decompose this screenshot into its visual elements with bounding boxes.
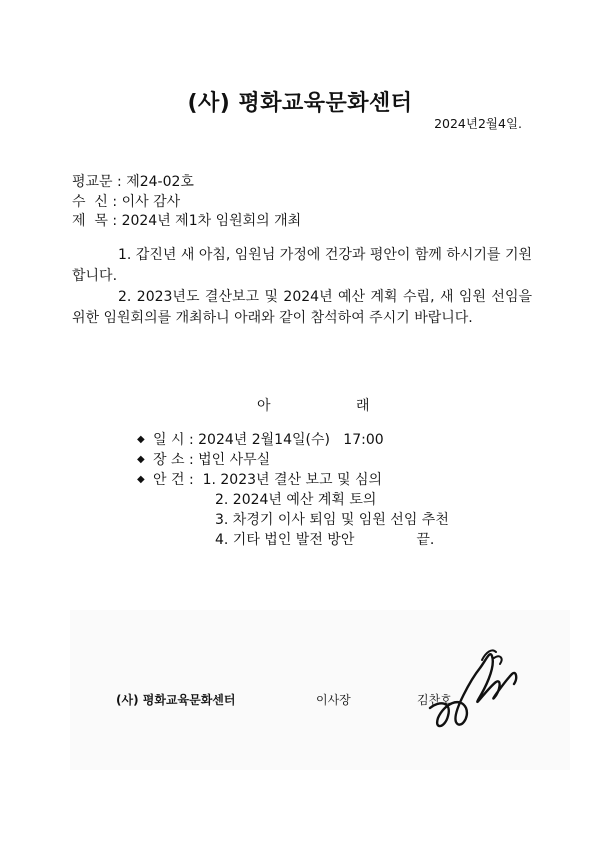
agenda-item: 3. 차경기 이사 퇴임 및 임원 선임 추천	[215, 512, 449, 528]
subject-value: 2024년 제1차 임원회의 개최	[121, 213, 302, 229]
recipient-label: 수 신 :	[72, 194, 122, 210]
agenda-item: 4. 기타 법인 발전 방안	[215, 532, 355, 548]
place-row	[137, 450, 449, 470]
agenda-item: 2. 2024년 예산 계획 토의	[215, 492, 377, 508]
meeting-details	[137, 430, 449, 550]
paragraph-announcement: 2. 2023년도 결산보고 및 2024년 예산 계획 수립, 새 임원 선임을 위한 임원회의를 개최하니 아래와 같이 참석하여 주시기 바랍니다.	[72, 289, 532, 326]
diamond-bullet-icon: ◆	[137, 474, 145, 485]
doc-number-row	[72, 172, 194, 192]
doc-number-label: 평교문 :	[72, 174, 127, 190]
agenda-item: 1. 2023년 결산 보고 및 심의	[202, 472, 383, 488]
place-label: 장 소 :	[153, 452, 199, 468]
agenda-item-row	[137, 510, 449, 530]
signature-name: 김찬호	[417, 693, 452, 707]
end-mark: 끝.	[416, 532, 435, 548]
recipient-row	[72, 192, 180, 212]
subject-label: 제 목 :	[72, 213, 122, 229]
date-label: 일 시 :	[153, 432, 199, 448]
organization-title: (사) 평화교육문화센터	[187, 91, 413, 116]
agenda-label: 안 건 :	[153, 472, 203, 488]
agenda-row	[137, 470, 449, 490]
section-heading-right: 래	[356, 398, 370, 414]
signature-role: 이사장	[316, 693, 351, 707]
paragraph-greeting: 1. 갑진년 새 아침, 임원님 가정에 건강과 평안이 함께 하시기를 기원합니다.	[72, 247, 532, 284]
body-text	[72, 245, 532, 329]
agenda-item-row	[137, 490, 449, 510]
recipient-value: 이사 감사	[121, 194, 181, 210]
section-heading-left: 아	[257, 398, 271, 414]
place-value: 법인 사무실	[198, 452, 271, 468]
diamond-bullet-icon: ◆	[137, 434, 145, 445]
agenda-item-row	[137, 530, 449, 550]
date-row	[137, 430, 449, 450]
diamond-bullet-icon: ◆	[137, 454, 145, 465]
document-date: 2024년2월4일.	[434, 116, 522, 131]
doc-number-value: 제24-02호	[126, 174, 194, 190]
signature-organization: (사) 평화교육문화센터	[116, 693, 236, 707]
subject-row	[72, 211, 301, 231]
handwritten-signature	[420, 638, 530, 738]
date-value: 2024년 2월14일(수) 17:00	[198, 432, 384, 448]
